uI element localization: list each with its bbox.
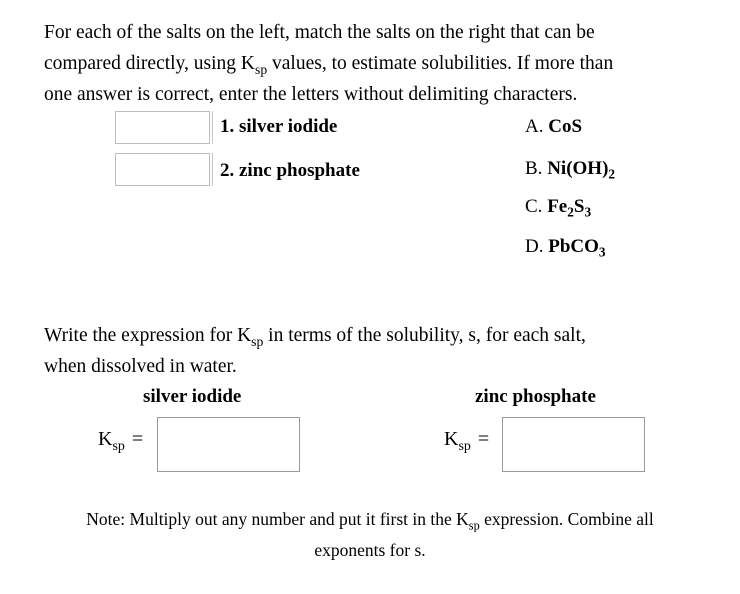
instruction-line-2	[44, 48, 724, 79]
option-letter: C.	[525, 196, 543, 217]
instruction-text: in terms of the solubility, s, for each salt,	[263, 325, 586, 346]
instruction-text: compared directly, using K	[44, 53, 256, 74]
ksp-input-zinc-phosphate[interactable]	[502, 417, 645, 472]
note-line-1: Note: Multiply out any number and put it first in the $K_{sp}$ expression. Combine all	[86, 509, 654, 533]
ksp-label-2: $K_{sp}$ =	[444, 428, 490, 454]
heading-silver-iodide: silver iodide	[143, 386, 242, 407]
option-formula: $Ni(OH)_2$	[547, 158, 616, 182]
note	[20, 504, 720, 566]
option-letter: D.	[525, 236, 544, 257]
match-row-2	[115, 153, 415, 186]
match-answer-input-2[interactable]	[115, 153, 210, 186]
option-c	[525, 196, 615, 236]
option-letter: A.	[525, 116, 544, 137]
expression-instructions	[44, 320, 724, 382]
ksp-subscript: sp	[251, 333, 264, 349]
instruction-text: values, to estimate solubilities. If more than	[267, 53, 614, 74]
option-formula: CoS	[548, 116, 583, 137]
instruction-line-3: one answer is correct, enter the letters without delimiting characters.	[44, 84, 578, 105]
separator	[212, 111, 213, 144]
instruction-line-1: For each of the salts on the left, match the salts on the right that can be	[44, 22, 595, 43]
option-b	[525, 158, 615, 196]
instruction-text: Write the expression for K	[44, 325, 252, 346]
option-a	[525, 116, 615, 158]
ksp-label-1: $K_{sp}$ =	[98, 428, 144, 454]
option-formula: $Fe_2S_3$	[547, 196, 592, 220]
ksp-input-silver-iodide[interactable]	[157, 417, 300, 472]
ksp-subscript: sp	[255, 61, 268, 77]
note-line-2: exponents for s.	[314, 540, 426, 560]
salt-label-2: 2. zinc phosphate	[220, 160, 360, 181]
option-d	[525, 236, 615, 274]
match-row-1	[115, 111, 415, 144]
salt-label-1: 1. silver iodide	[220, 116, 338, 137]
option-formula: PbCO$_3$	[548, 236, 606, 260]
match-answer-input-1[interactable]	[115, 111, 210, 144]
expression-line-1	[44, 320, 724, 351]
expression-line-2: when dissolved in water.	[44, 356, 237, 377]
separator	[212, 153, 213, 186]
option-letter: B.	[525, 158, 543, 179]
option-list	[525, 116, 615, 274]
heading-zinc-phosphate: zinc phosphate	[475, 386, 596, 407]
matching-instructions	[44, 17, 724, 110]
